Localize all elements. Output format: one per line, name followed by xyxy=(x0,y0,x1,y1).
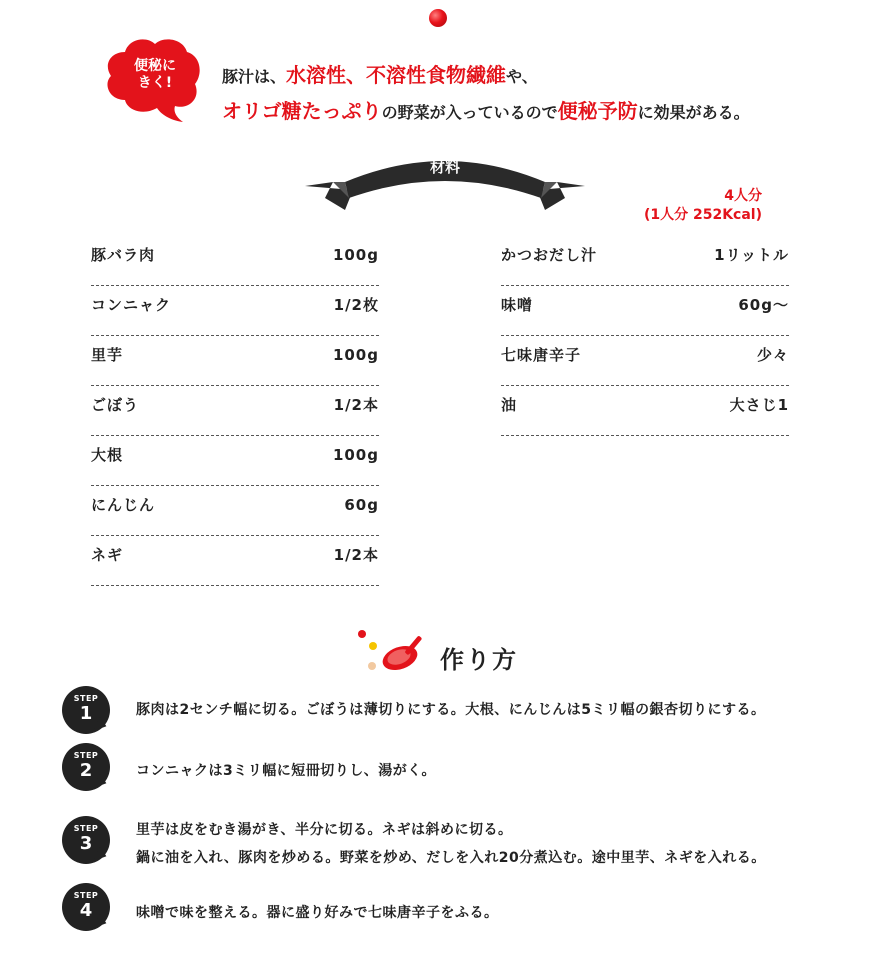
servings-count: 4人分 xyxy=(724,188,762,204)
step-badge xyxy=(62,743,114,795)
step-line: コンニャクは3ミリ幅に短冊切りし、湯がく。 xyxy=(136,763,436,779)
ingredient-name: 油 xyxy=(501,396,518,414)
step-label: STEP xyxy=(73,891,99,900)
step-label: STEP xyxy=(73,694,99,703)
ingredient-row xyxy=(501,236,789,286)
intro-line-2 xyxy=(222,94,862,130)
ingredient-amount: 100g xyxy=(332,445,379,464)
ingredient-amount: 60g〜 xyxy=(738,296,789,314)
step-number: 4 xyxy=(79,900,93,921)
intro-text-segment: や、 xyxy=(506,67,538,86)
step-label: STEP xyxy=(73,824,99,833)
ingredient-row xyxy=(91,386,379,436)
ingredient-name: 七味唐辛子 xyxy=(501,346,582,364)
step-text xyxy=(136,899,499,927)
step-badge xyxy=(62,686,114,738)
ingredient-name: 里芋 xyxy=(91,346,124,364)
ingredient-name: ごぼう xyxy=(91,396,140,414)
badge-label: 便秘に きく! xyxy=(134,58,176,91)
step-text xyxy=(136,757,436,785)
ingredient-row xyxy=(501,286,789,336)
ingredients-title: 材料 xyxy=(429,158,460,176)
ingredient-row xyxy=(91,336,379,386)
ingredient-amount: 60g xyxy=(344,495,379,514)
ingredient-name: コンニャク xyxy=(91,296,172,314)
ingredient-amount: 少々 xyxy=(756,346,789,364)
intro-highlight: 水溶性、不溶性食物繊維 xyxy=(286,63,507,87)
step-badge xyxy=(62,883,114,935)
servings-info xyxy=(610,187,762,225)
ingredient-row xyxy=(91,536,379,586)
ingredient-name: かつおだし汁 xyxy=(501,246,598,264)
pin-icon xyxy=(429,9,447,27)
step-line: 味噌で味を整える。器に盛り好みで七味唐辛子をふる。 xyxy=(136,905,499,921)
ingredient-amount: 1/2本 xyxy=(333,396,379,414)
intro-text-segment: に効果がある。 xyxy=(637,103,750,122)
ingredient-name: にんじん xyxy=(91,496,156,514)
intro-line-1 xyxy=(222,58,862,94)
ingredient-row xyxy=(91,236,379,286)
step-number: 2 xyxy=(79,760,93,781)
intro-highlight: オリゴ糖たっぷり xyxy=(222,99,382,123)
ingredient-row xyxy=(501,336,789,386)
ingredient-name: ネギ xyxy=(91,546,124,564)
calorie-info: (1人分 252Kcal) xyxy=(643,207,762,223)
ingredient-amount: 100g xyxy=(332,345,379,364)
ingredient-row xyxy=(91,486,379,536)
step-number: 1 xyxy=(79,703,93,724)
ingredient-amount: 1/2本 xyxy=(333,546,379,564)
ingredient-name: 味噌 xyxy=(501,296,534,314)
ingredient-amount: 1リットル xyxy=(714,246,789,264)
method-title: 作り方 xyxy=(440,646,518,674)
ingredients-list-right xyxy=(501,236,789,436)
intro-text-segment: 豚汁は、 xyxy=(222,67,287,86)
ingredient-name: 豚バラ肉 xyxy=(91,246,156,264)
ingredient-amount: 100g xyxy=(332,245,379,264)
ingredient-row xyxy=(501,386,789,436)
step-label: STEP xyxy=(73,751,99,760)
ingredient-name: 大根 xyxy=(91,446,124,464)
step-line: 豚肉は2センチ幅に切る。ごぼうは薄切りにする。大根、にんじんは5ミリ幅の銀杏切りにする。 xyxy=(136,702,766,718)
ingredient-amount: 大さじ1 xyxy=(729,396,789,414)
step-number: 3 xyxy=(79,833,93,854)
intro-text xyxy=(222,58,862,130)
step-text xyxy=(136,696,765,724)
step-text xyxy=(136,816,766,872)
ingredients-list-left xyxy=(91,236,379,586)
ingredient-row xyxy=(91,286,379,336)
step-badge xyxy=(62,816,114,868)
ingredient-amount: 1/2枚 xyxy=(333,296,379,314)
step-line: 鍋に油を入れ、豚肉を炒める。野菜を炒め、だしを入れ20分煮込む。途中里芋、ネギを入れる。 xyxy=(136,850,766,866)
step-line: 里芋は皮をむき湯がき、半分に切る。ネギは斜めに切る。 xyxy=(136,822,513,838)
intro-text-segment: の野菜が入っているので xyxy=(381,103,558,122)
ingredient-row xyxy=(91,436,379,486)
intro-highlight: 便秘予防 xyxy=(557,99,638,123)
